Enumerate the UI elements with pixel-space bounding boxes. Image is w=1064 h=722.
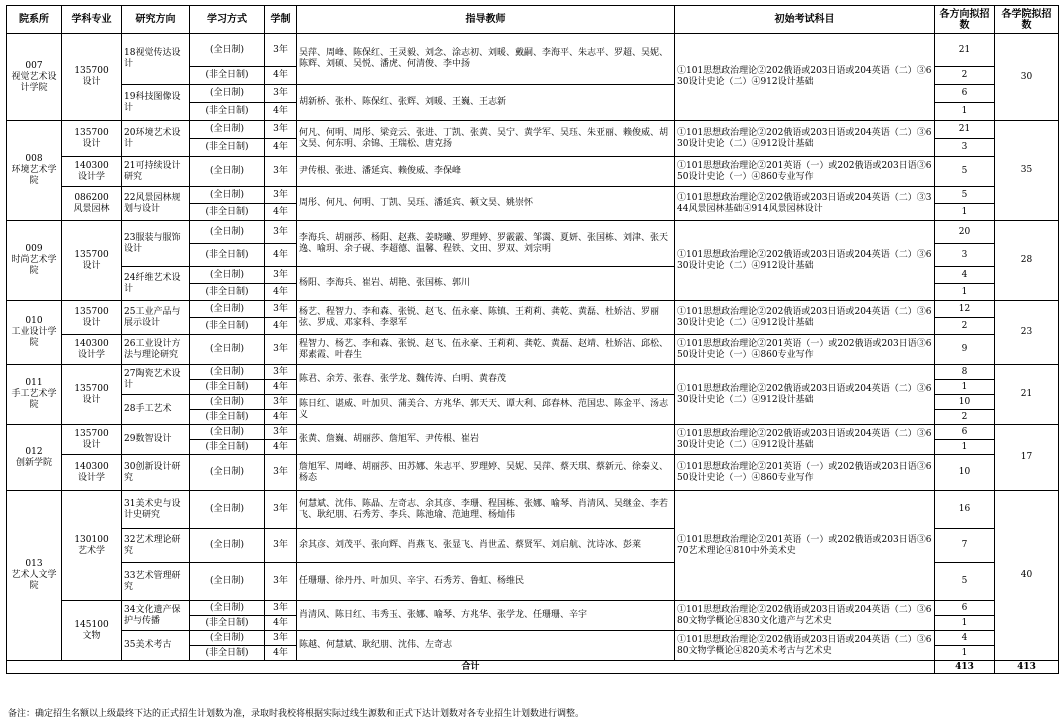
exam-cell: ①101思想政治理论②202俄语或203日语或204英语（二）③630设计史论（二）④912设计基础	[675, 425, 935, 455]
supervisors-cell: 何慧斌、沈伟、陈晶、左奇志、余其彦、李珊、程国栋、张娜、喻琴、肖清风、吴继金、李若飞、耿纪朋、石秀芳、李兵、陈池瑜、范迪理、杨灿伟	[297, 491, 675, 529]
direction-cell: 18视觉传达设计	[122, 34, 190, 85]
supervisors-cell: 张黄、詹巍、胡丽莎、詹旭军、尹传根、崔岩	[297, 425, 675, 455]
duration-cell: 3年	[265, 85, 297, 103]
major-cell: 086200 风景园林	[62, 187, 122, 221]
supervisors-cell: 何凡、何明、周彤、梁竞云、张进、丁凯、张黄、吴宁、黄学军、吴珏、朱亚丽、赖俊威、胡文昊、何东明、余锦、王瑞松、唐克扬	[297, 121, 675, 157]
department-cell: 008 环境艺术学院	[7, 121, 62, 221]
major-cell: 140300 设计学	[62, 157, 122, 187]
mode-cell: (全日制)	[190, 335, 265, 365]
duration-cell: 4年	[265, 646, 297, 661]
exam-cell: ①101思想政治理论②202俄语或203日语或204英语（二）③630设计史论（二）④912设计基础	[675, 365, 935, 425]
mode-cell: (全日制)	[190, 34, 265, 67]
table-row	[7, 221, 1059, 244]
mode-cell: (全日制)	[190, 395, 265, 410]
direction-cell: 34文化遗产保护与传播	[122, 601, 190, 631]
duration-cell: 3年	[265, 425, 297, 440]
mode-cell: (非全日制)	[190, 67, 265, 85]
supervisors-cell: 程智力、杨艺、李和森、张锐、赵飞、伍永豪、王莉莉、龚乾、黄磊、赵靖、杜娇洁、邱松、郑素霞、叶春生	[297, 335, 675, 365]
exam-cell: ①101思想政治理论②201英语（一）或202俄语或203日语③650设计史论（一）④860专业写作	[675, 157, 935, 187]
mode-cell: (全日制)	[190, 529, 265, 563]
quota-cell: 8	[935, 365, 995, 380]
table-row	[7, 365, 1059, 380]
direction-cell: 31美术史与设计史研究	[122, 491, 190, 529]
quota-cell: 1	[935, 204, 995, 221]
quota-cell: 1	[935, 103, 995, 121]
mode-cell: (非全日制)	[190, 318, 265, 335]
major-cell: 140300 设计学	[62, 455, 122, 491]
duration-cell: 4年	[265, 103, 297, 121]
col-header-department: 院系所	[7, 6, 62, 34]
major-cell: 140300 设计学	[62, 335, 122, 365]
quota-cell: 10	[935, 455, 995, 491]
quota-cell: 2	[935, 410, 995, 425]
quota-cell: 1	[935, 284, 995, 301]
supervisors-cell: 陈君、余芳、张春、张学龙、魏传涛、白明、黄春茂	[297, 365, 675, 395]
mode-cell: (非全日制)	[190, 616, 265, 631]
mode-cell: (非全日制)	[190, 244, 265, 267]
college-quota-cell: 21	[995, 365, 1059, 425]
quota-cell: 9	[935, 335, 995, 365]
quota-cell: 6	[935, 425, 995, 440]
col-header-direction: 研究方向	[122, 6, 190, 34]
direction-cell: 30创新设计研究	[122, 455, 190, 491]
mode-cell: (全日制)	[190, 121, 265, 139]
supervisors-cell: 杨艺、程智力、李和森、张锐、赵飞、伍永豪、陈镇、王莉莉、龚乾、黄磊、杜娇洁、罗丽弦、罗成、邓家科、李翠军	[297, 301, 675, 335]
direction-cell: 26工业设计方法与理论研究	[122, 335, 190, 365]
col-header-supervisors: 指导教师	[297, 6, 675, 34]
duration-cell: 3年	[265, 529, 297, 563]
duration-cell: 4年	[265, 380, 297, 395]
major-cell: 135700 设计	[62, 34, 122, 121]
col-header-college-quota: 各学院拟招数	[995, 6, 1059, 34]
footnote: 备注：确定招生名额以上级最终下达的正式招生计划数为准，录取时我校将根据实际过线生源数和正式下达计划数对各专业招生计划数进行调整。	[8, 709, 585, 719]
mode-cell: (非全日制)	[190, 139, 265, 157]
duration-cell: 4年	[265, 616, 297, 631]
duration-cell: 3年	[265, 365, 297, 380]
quota-cell: 5	[935, 157, 995, 187]
direction-cell: 29数智设计	[122, 425, 190, 455]
mode-cell: (非全日制)	[190, 646, 265, 661]
mode-cell: (全日制)	[190, 601, 265, 616]
duration-cell: 3年	[265, 34, 297, 67]
major-cell: 130100 艺术学	[62, 491, 122, 601]
major-cell: 135700 设计	[62, 425, 122, 455]
header-row	[7, 6, 1059, 34]
direction-cell: 21可持续设计研究	[122, 157, 190, 187]
direction-cell: 32艺术理论研究	[122, 529, 190, 563]
college-quota-cell: 23	[995, 301, 1059, 365]
supervisors-cell: 尹传根、张进、潘延宾、赖俊威、李保峰	[297, 157, 675, 187]
mode-cell: (全日制)	[190, 221, 265, 244]
table-row	[7, 491, 1059, 529]
mode-cell: (全日制)	[190, 365, 265, 380]
mode-cell: (非全日制)	[190, 410, 265, 425]
duration-cell: 3年	[265, 455, 297, 491]
direction-cell: 28手工艺术	[122, 395, 190, 425]
quota-cell: 21	[935, 121, 995, 139]
mode-cell: (全日制)	[190, 455, 265, 491]
department-cell: 010 工业设计学院	[7, 301, 62, 365]
quota-cell: 1	[935, 646, 995, 661]
table-row	[7, 301, 1059, 318]
exam-cell: ①101思想政治理论②202俄语或203日语或204英语（二）③630设计史论（二）④912设计基础	[675, 301, 935, 335]
table-row	[7, 34, 1059, 67]
duration-cell: 3年	[265, 301, 297, 318]
direction-cell: 22风景园林规划与设计	[122, 187, 190, 221]
total-college-quota: 413	[995, 661, 1059, 674]
direction-cell: 24纤维艺术设计	[122, 267, 190, 301]
mode-cell: (非全日制)	[190, 440, 265, 455]
mode-cell: (全日制)	[190, 157, 265, 187]
exam-cell: ①101思想政治理论②202俄语或203日语或204英语（二）③680文物学概论④830文化遗产与艺术史	[675, 601, 935, 631]
duration-cell: 3年	[265, 631, 297, 646]
col-header-study-mode: 学习方式	[190, 6, 265, 34]
quota-cell: 12	[935, 301, 995, 318]
quota-cell: 16	[935, 491, 995, 529]
exam-cell: ①101思想政治理论②201英语（一）或202俄语或203日语③650设计史论（一）④860专业写作	[675, 455, 935, 491]
quota-cell: 5	[935, 187, 995, 204]
duration-cell: 3年	[265, 187, 297, 204]
mode-cell: (全日制)	[190, 425, 265, 440]
exam-cell: ①101思想政治理论②201英语（一）或202俄语或203日语③650设计史论（一）④860专业写作	[675, 335, 935, 365]
mode-cell: (全日制)	[190, 491, 265, 529]
college-quota-cell: 30	[995, 34, 1059, 121]
duration-cell: 4年	[265, 318, 297, 335]
quota-cell: 6	[935, 85, 995, 103]
supervisors-cell: 杨阳、李海兵、崔岩、胡艳、张国栋、郭川	[297, 267, 675, 301]
exam-cell: ①101思想政治理论②201英语（一）或202俄语或203日语③670艺术理论④810中外美术史	[675, 491, 935, 601]
supervisors-cell: 余其彦、刘茂平、张向辉、肖燕飞、张显飞、肖世孟、蔡贤军、刘启航、沈诗冰、彭莱	[297, 529, 675, 563]
col-header-exam-subjects: 初始考试科目	[675, 6, 935, 34]
col-header-duration: 学制	[265, 6, 297, 34]
supervisors-cell: 李海兵、胡丽莎、杨阳、赵燕、姜晓曦、罗理婷、罗霰霰、邹霭、夏妍、张国栋、刘津、张天逸、喻玥、余子砚、李超德、温馨、程铁、文田、罗双、刘宗明	[297, 221, 675, 267]
table-row	[7, 455, 1059, 491]
table-row	[7, 601, 1059, 616]
duration-cell: 4年	[265, 410, 297, 425]
total-row	[7, 661, 1059, 674]
direction-cell: 33艺术管理研究	[122, 563, 190, 601]
mode-cell: (全日制)	[190, 85, 265, 103]
exam-cell: ①101思想政治理论②202俄语或203日语或204英语（二）③630设计史论（二）④912设计基础	[675, 34, 935, 121]
direction-cell: 27陶瓷艺术设计	[122, 365, 190, 395]
quota-cell: 2	[935, 67, 995, 85]
department-cell: 009 时尚艺术学院	[7, 221, 62, 301]
supervisors-cell: 吴萍、周峰、陈保红、王灵毅、刘念、涂志初、刘暖、戴嗣、李海平、朱志平、罗超、吴妮、陈辉、刘硕、吴悦、潘虎、何清俊、李中扬	[297, 34, 675, 85]
quota-cell: 20	[935, 221, 995, 244]
exam-cell: ①101思想政治理论②202俄语或203日语或204英语（二）③630设计史论（二）④912设计基础	[675, 221, 935, 301]
quota-cell: 3	[935, 139, 995, 157]
duration-cell: 3年	[265, 157, 297, 187]
quota-cell: 1	[935, 380, 995, 395]
major-cell: 135700 设计	[62, 121, 122, 157]
direction-cell: 20环境艺术设计	[122, 121, 190, 157]
duration-cell: 4年	[265, 67, 297, 85]
supervisors-cell: 周彤、何凡、何明、丁凯、吴珏、潘延宾、顿文昊、姚崇怀	[297, 187, 675, 221]
quota-cell: 4	[935, 631, 995, 646]
quota-cell: 21	[935, 34, 995, 67]
table-row	[7, 121, 1059, 139]
department-cell: 012 创新学院	[7, 425, 62, 491]
duration-cell: 4年	[265, 440, 297, 455]
college-quota-cell: 35	[995, 121, 1059, 221]
table-row	[7, 335, 1059, 365]
college-quota-cell: 28	[995, 221, 1059, 301]
supervisors-cell: 胡新桥、张朴、陈保红、张辉、刘暖、王巍、王志新	[297, 85, 675, 121]
duration-cell: 3年	[265, 395, 297, 410]
quota-cell: 2	[935, 318, 995, 335]
duration-cell: 3年	[265, 221, 297, 244]
table-row	[7, 157, 1059, 187]
direction-cell: 19科技图像设计	[122, 85, 190, 121]
quota-cell: 1	[935, 440, 995, 455]
college-quota-cell: 40	[995, 491, 1059, 661]
department-cell: 011 手工艺术学院	[7, 365, 62, 425]
mode-cell: (非全日制)	[190, 103, 265, 121]
duration-cell: 4年	[265, 204, 297, 221]
mode-cell: (非全日制)	[190, 380, 265, 395]
department-cell: 013 艺术人文学院	[7, 491, 62, 661]
major-cell: 145100 文物	[62, 601, 122, 661]
duration-cell: 3年	[265, 491, 297, 529]
mode-cell: (全日制)	[190, 267, 265, 284]
table-row	[7, 631, 1059, 646]
direction-cell: 25工业产品与展示设计	[122, 301, 190, 335]
exam-cell: ①101思想政治理论②202俄语或203日语或204英语（二）③630设计史论（二）④912设计基础	[675, 121, 935, 157]
duration-cell: 3年	[265, 601, 297, 616]
duration-cell: 3年	[265, 563, 297, 601]
supervisors-cell: 肖清风、陈日红、韦秀玉、张娜、喻琴、方兆华、张学龙、任珊珊、辛宇	[297, 601, 675, 631]
supervisors-cell: 任珊珊、徐丹丹、叶加贝、辛宇、石秀芳、鲁虹、杨维民	[297, 563, 675, 601]
col-header-direction-quota: 各方向拟招数	[935, 6, 995, 34]
duration-cell: 4年	[265, 244, 297, 267]
department-cell: 007 视觉艺术设计学院	[7, 34, 62, 121]
enrollment-table	[6, 5, 1059, 674]
exam-cell: ①101思想政治理论②202俄语或203日语或204英语（二）③680文物学概论④820美术考古与艺术史	[675, 631, 935, 661]
total-label: 合计	[7, 661, 935, 674]
supervisors-cell: 陈日红、谌威、叶加贝、蒲美合、方兆华、郭天天、谭大利、邱春林、范国忠、陈金平、汤志义	[297, 395, 675, 425]
quota-cell: 1	[935, 616, 995, 631]
duration-cell: 3年	[265, 267, 297, 284]
supervisors-cell: 陈越、何慧斌、耿纪朋、沈伟、左奇志	[297, 631, 675, 661]
quota-cell: 6	[935, 601, 995, 616]
duration-cell: 3年	[265, 335, 297, 365]
mode-cell: (全日制)	[190, 563, 265, 601]
table-row	[7, 187, 1059, 204]
table-row	[7, 425, 1059, 440]
total-direction-quota: 413	[935, 661, 995, 674]
quota-cell: 10	[935, 395, 995, 410]
duration-cell: 4年	[265, 139, 297, 157]
mode-cell: (非全日制)	[190, 284, 265, 301]
mode-cell: (全日制)	[190, 187, 265, 204]
college-quota-cell: 17	[995, 425, 1059, 491]
major-cell: 135700 设计	[62, 301, 122, 335]
supervisors-cell: 詹旭军、周峰、胡丽莎、田苏娜、朱志平、罗理婷、吴妮、吴萍、蔡天琪、蔡新元、徐泰义、杨态	[297, 455, 675, 491]
col-header-major: 学科专业	[62, 6, 122, 34]
mode-cell: (全日制)	[190, 301, 265, 318]
duration-cell: 4年	[265, 284, 297, 301]
mode-cell: (非全日制)	[190, 204, 265, 221]
duration-cell: 3年	[265, 121, 297, 139]
mode-cell: (全日制)	[190, 631, 265, 646]
quota-cell: 3	[935, 244, 995, 267]
quota-cell: 7	[935, 529, 995, 563]
direction-cell: 35美术考古	[122, 631, 190, 661]
major-cell: 135700 设计	[62, 221, 122, 301]
quota-cell: 5	[935, 563, 995, 601]
direction-cell: 23服装与服饰设计	[122, 221, 190, 267]
exam-cell: ①101思想政治理论②202俄语或203日语或204英语（二）③344风景园林基础④914风景园林设计	[675, 187, 935, 221]
major-cell: 135700 设计	[62, 365, 122, 425]
quota-cell: 4	[935, 267, 995, 284]
